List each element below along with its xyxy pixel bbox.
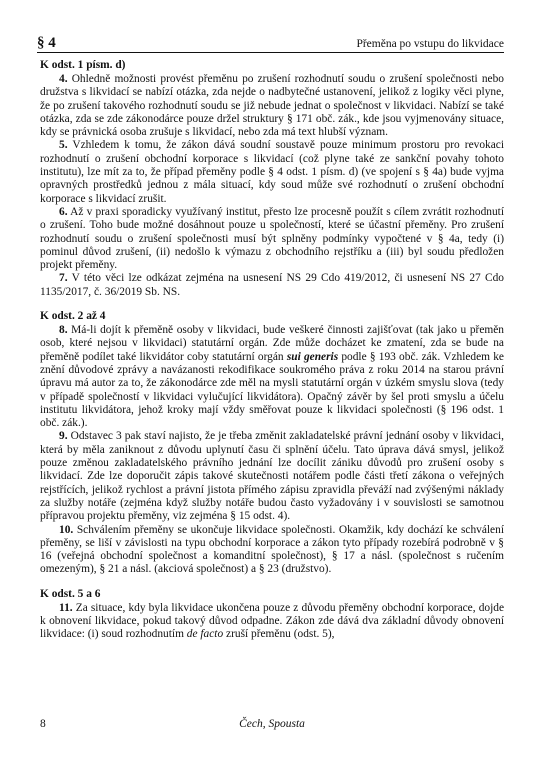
paragraph-number: 8. bbox=[59, 324, 68, 337]
chapter-title: Přeměna po vstupu do likvidace bbox=[356, 38, 504, 50]
paragraph-number: 11. bbox=[59, 601, 73, 614]
page-footer bbox=[40, 718, 504, 734]
subheading: K odst. 1 písm. d) bbox=[40, 59, 126, 71]
paragraph bbox=[40, 206, 504, 272]
paragraph-text: V této věci lze odkázat zejména na usnesení NS 29 Cdo 419/2012, či usnesení NS 27 Cdo 1135/2017, č. 36/2019 Sb. NS. bbox=[40, 272, 504, 298]
running-header bbox=[37, 30, 504, 53]
paragraph bbox=[40, 524, 504, 577]
paragraph-text: Za situace, kdy byla likvidace ukončena pouze z důvodu přeměny obchodní korporace, dojde k obnovení likvidace, pokud takový důvod odpadne. Zákon zde dává dva základní důvody obnovení likvidace: (i) soud rozhodnutím de facto zruší přeměnu (odst. 5), bbox=[40, 601, 504, 641]
paragraph-number: 9. bbox=[59, 430, 68, 443]
paragraph bbox=[40, 324, 504, 430]
paragraph-text: Vzhledem k tomu, že zákon dává soudní soustavě pouze minimum prostoru pro revokaci rozhodnutí o zrušení obchodní korporace s likvidací (což plyne také ze sankční povahy tohoto institutu), lze mít za to, že případ přeměny podle § 4 odst. 1 písm. d) (ve spojení s § 4a) bude vyjma opravných prostředků jednou z mála situací, kdy soud může své rozhodnutí o zrušení obchodní korporace s likvidací zrušit. bbox=[40, 139, 504, 205]
paragraph bbox=[40, 73, 504, 139]
subheading: K odst. 2 až 4 bbox=[40, 310, 106, 323]
paragraph bbox=[40, 602, 504, 642]
section-number: § 4 bbox=[37, 35, 56, 51]
latin-term: sui generis bbox=[286, 350, 339, 363]
paragraph-text: Ohledně možnosti provést přeměnu po zrušení rozhodnutí soudu o zrušení společnosti nebo družstva s likvidací se nabízí otázka, zda nejde o nadbytečné ustanovení, jelikož z logiky věci plyne, že po zrušení takového rozhodnutí soudu se již nebude jednat o společnost v likvidaci. Nabízí se také otázka, zda se zde zákonodárce pouze držel struktury § 171 obč. zák., kde jsou vyjmenovány situace, kdy se právnická osoba zrušuje s likvidací, nebo zda má text hlubší význam. bbox=[40, 73, 504, 139]
page-number: 8 bbox=[40, 718, 46, 730]
paragraph-number: 7. bbox=[59, 272, 68, 285]
paragraph-number: 4. bbox=[59, 73, 68, 85]
authors: Čech, Spousta bbox=[239, 718, 305, 730]
paragraph-number: 5. bbox=[59, 139, 68, 152]
paragraph bbox=[40, 272, 504, 299]
paragraph-text: Až v praxi sporadicky využívaný institut, přesto lze procesně použít s cílem zvrátit rozhodnutí o zrušení. Toho bude možné dosáhnout pouze u společností, které se účastní přeměny. Pro zrušení rozhodnutí soudu o zrušení společnosti musí být splněny podmínky vypočtené v § 4a, tedy (i) pominul důvod zrušení, (ii) nedošlo k výmazu z obchodního rejstříku a (iii) byl soudu předložen projekt přeměny. bbox=[40, 205, 504, 272]
paragraph-text: Odstavec 3 pak staví najisto, že je třeba změnit zakladatelské právní jednání osoby v likvidaci, která by měla zaniknout z důvodu uplynutí času či splnění účelu. Tato úprava dává smysl, jelikož pouze změnou zakladatelského právního jednání lze docílit zániku důvodů pro zrušení osoby s likvidací. Zde lze doporučit zápis takové skutečnosti notářem podle části třetí zákona o veřejných rejstřících, jelikož rychlost a právní jistota přímého zápisu zpravidla převáží nad zvýšenými náklady za služby notáře (zejména když služby notáře budou často vyžadovány i v souvislosti se samotnou přípravou projektu přeměny, viz zejména § 15 odst. 4). bbox=[40, 430, 504, 523]
latin-term: de facto bbox=[186, 628, 224, 641]
paragraph bbox=[40, 139, 504, 205]
paragraph-number: 10. bbox=[59, 523, 74, 536]
paragraph-number: 6. bbox=[59, 205, 68, 218]
paragraph-text: Schválením přeměny se ukončuje likvidace společnosti. Okamžik, kdy dochází ke schválení přeměny, se liší v závislosti na typu obchodní korporace a zákon tyto případy rozebírá podrobně v § 16 (veřejná obchodní společnost a komanditní společnost), § 17 a násl. (společnost s ručením omezeným), § 21 a násl. (akciová společnost) a § 23 (družstvo). bbox=[40, 523, 504, 576]
paragraph-text: Má-li dojít k přeměně osoby v likvidaci, bude veškeré činnosti zajišťovat (tak jako u přeměn osob, které nejsou v likvidaci) statutární orgán. Zde může docházet ke zmatení, zda se bude na přeměně podílet také likvidátor coby statutární orgán sui generis podle § 193 obč. zák. Vzhledem ke znění důvodové zprávy a navázanosti rekodifikace soukromého práva z roku 2014 na starou právní úpravu má autor za to, že zákonodárce zde měl na mysli statutární orgán v úzkém smyslu slova (tedy v případě společností v likvidaci vylučující likvidátora). Opačný závěr by šel proti smyslu a účelu institutu likvidátora, jehož kroky mají vždy směřovat pouze k likvidaci společnosti (§ 196 odst. 1 obč. zák.). bbox=[40, 324, 504, 430]
subheading: K odst. 5 a 6 bbox=[40, 587, 101, 600]
main-text bbox=[40, 58, 504, 642]
paragraph bbox=[40, 430, 504, 523]
